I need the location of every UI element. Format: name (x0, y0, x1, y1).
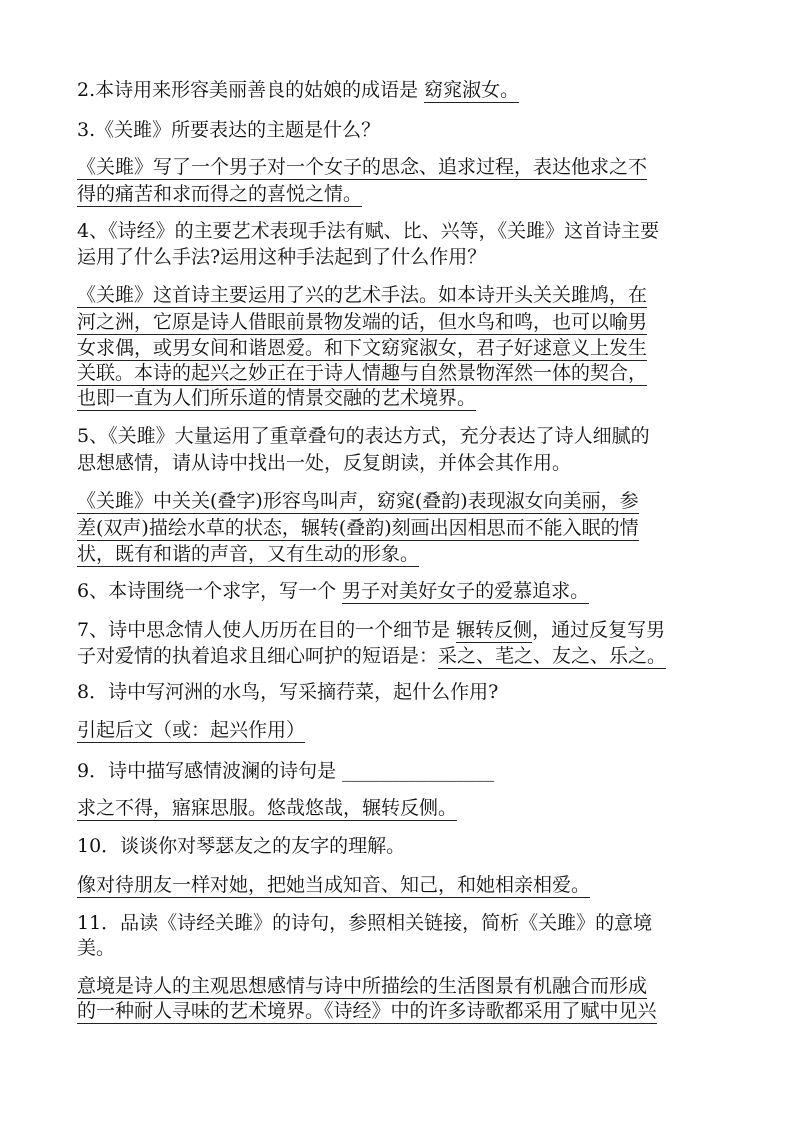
answer-5-line-3 (77, 542, 419, 566)
answer-9: 求之不得，寤寐思服。悠哉悠哉，辗转反侧。 (77, 797, 458, 819)
question-7-line-2 (77, 644, 666, 668)
question-10: 10．谈谈你对琴瑟友之的友字的理解。 (77, 835, 406, 857)
answer-5-text-1: 《关雎》中关关(叠字)形容鸟叫声，窈窕(叠韵)表现淑女向美丽，参 (77, 490, 639, 512)
answer-5-text-2: 差(双声)描绘水草的状态，辗转(叠韵)刻画出因相思而不能入眠的情 (77, 517, 639, 539)
question-11-line-2: 美。 (77, 937, 116, 959)
answer-10-line (77, 873, 590, 897)
question-6 (77, 579, 589, 603)
answer-4-text-2: 河之洲，它原是诗人借眼前景物发端的话，但水鸟和鸣，也可以喻男 (77, 311, 648, 333)
answer-11-text-1: 意境是诗人的主观思想感情与诗中所描绘的生活图景有机融合而形成 (77, 975, 648, 997)
answer-4-line-3 (77, 336, 647, 360)
answer-3-text-1: 《关雎》写了一个男子对一个女子的思念、追求过程，表达他求之不 (77, 156, 648, 178)
answer-4-text-4: 关联。本诗的起兴之妙正在于诗人情趣与自然景物浑然一体的契合， (77, 362, 648, 384)
answer-3-text-2: 得的痛苦和求而得之的喜悦之情。 (77, 183, 363, 205)
question-2 (77, 78, 519, 102)
answer-5-text-3: 状，既有和谐的声音，又有生动的形象。 (77, 543, 420, 565)
question-3: 3.《关雎》所要表达的主题是什么？ (77, 119, 381, 141)
answer-11-text-2: 的一种耐人寻味的艺术境界。《诗经》中的许多诗歌都采用了赋中见兴 (77, 1000, 657, 1022)
question-5-line-1: 5、《关雎》大量运用了重章叠句的表达方式，充分表达了诗人细腻的 (77, 425, 650, 447)
answer-2: 窈窕淑女。 (424, 79, 520, 101)
answer-9-line (77, 796, 457, 820)
answer-5-line-2 (77, 516, 639, 540)
answer-6: 男子对美好女子的爱慕追求。 (342, 580, 590, 602)
answer-10: 像对待朋友一样对她，把她当成知音、知己，和她相亲相爱。 (77, 874, 591, 896)
answer-8-line (77, 718, 305, 742)
question-4-line-2: 运用了什么手法?运用这种手法起到了什么作用？ (77, 246, 487, 268)
answer-11-line-1 (77, 974, 647, 998)
answer-4-text-3: 女求偶，或男女间和谐恩爱。和下文窈窕淑女，君子好逑意义上发生 (77, 337, 648, 359)
answer-4-text-1: 《关雎》这首诗主要运用了兴的艺术手法。如本诗开头关关雎鸠，在 (77, 284, 648, 306)
answer-7-detail: 辗转反侧 (456, 619, 533, 641)
answer-4-line-4 (77, 361, 647, 385)
answer-blank: ________________ (342, 760, 495, 782)
question-11-line-1: 11．品读《诗经关雎》的诗句，参照相关链接，简析《关雎》的意境 (77, 912, 653, 934)
question-7-text-3: 子对爱情的执着追求且细心呵护的短语是： (77, 645, 439, 667)
answer-8: 引起后文（或：起兴作用） (77, 719, 306, 741)
answer-4-line-1 (77, 283, 647, 307)
question-7-text-2: ，通过反复写男 (532, 619, 666, 641)
question-6-text: 6、本诗围绕一个求字，写一个 (77, 580, 343, 602)
question-9 (77, 759, 494, 783)
answer-5-line-1 (77, 489, 639, 513)
answer-3-line-1 (77, 155, 647, 179)
answer-7-phrases: 采之、芼之、友之、乐之。 (438, 645, 667, 667)
answer-11-line-2 (77, 999, 657, 1023)
question-8: 8．诗中写河洲的水鸟，写采摘荇菜，起什么作用? (77, 681, 499, 703)
question-9-text: 9．诗中描写感情波澜的诗句是 (77, 760, 343, 782)
question-7-line-1 (77, 618, 665, 642)
question-2-text: 2.本诗用来形容美丽善良的姑娘的成语是 (77, 79, 425, 101)
answer-3-line-2 (77, 182, 362, 206)
question-4-line-1: 4、《诗经》的主要艺术表现手法有赋、比、兴等，《关雎》这首诗主要 (77, 220, 660, 242)
question-5-line-2: 思想感情，请从诗中找出一处，反复朗读，并体会其作用。 (77, 452, 572, 474)
answer-4-text-5: 也即一直为人们所乐道的情景交融的艺术境界。 (77, 387, 477, 409)
answer-4-line-2 (77, 310, 647, 334)
answer-4-line-5 (77, 386, 476, 410)
question-7-text-1: 7、诗中思念情人使人历历在目的一个细节是 (77, 619, 457, 641)
